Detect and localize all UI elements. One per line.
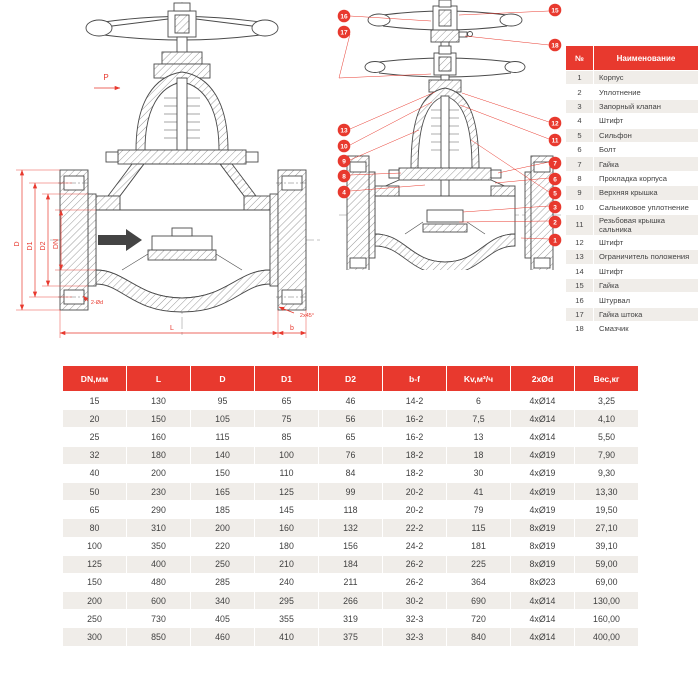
- table-cell: 27,10: [575, 519, 638, 536]
- table-cell: Штурвал: [594, 293, 698, 306]
- table-cell: Штифт: [594, 114, 698, 127]
- dim-b-label: b: [290, 325, 294, 332]
- table-row: [566, 236, 698, 249]
- table-cell: 6: [566, 143, 593, 156]
- callout-badge: [338, 155, 351, 168]
- pressure-label: P: [103, 73, 109, 82]
- table-cell: 160: [127, 428, 190, 445]
- table-row: [63, 556, 638, 573]
- table-cell: 460: [191, 628, 254, 645]
- callout-badge: [338, 124, 351, 137]
- table-cell: 39,10: [575, 538, 638, 555]
- bolt-holes-label: 2-Ød: [90, 300, 104, 306]
- table-cell: 75: [255, 410, 318, 427]
- table-cell: 26-2: [383, 556, 446, 573]
- table-cell: 30: [447, 465, 510, 482]
- table-cell: Сальниковое уплотнение: [594, 201, 698, 214]
- table-row: [566, 172, 698, 185]
- table-cell: Гайка штока: [594, 308, 698, 321]
- table-cell: 200: [63, 592, 126, 609]
- table-cell: 4xØ14: [511, 428, 574, 445]
- table-cell: 4xØ14: [511, 592, 574, 609]
- table-cell: 4xØ19: [511, 483, 574, 500]
- right-flange: [276, 170, 308, 310]
- table-cell: 150: [191, 465, 254, 482]
- table-row: [63, 392, 638, 409]
- table-cell: 20: [63, 410, 126, 427]
- table-cell: 3,25: [575, 392, 638, 409]
- callout-badge: [549, 39, 562, 52]
- table-cell: 24-2: [383, 538, 446, 555]
- table-cell: 4xØ14: [511, 410, 574, 427]
- table-cell: 4xØ19: [511, 447, 574, 464]
- table-row: [566, 293, 698, 306]
- table-cell: 59,00: [575, 556, 638, 573]
- table-cell: 20-2: [383, 483, 446, 500]
- table-row: [63, 465, 638, 482]
- table-row: [63, 538, 638, 555]
- callout-badge: [549, 4, 562, 17]
- table-cell: Уплотнение: [594, 85, 698, 98]
- table-cell: 46: [319, 392, 382, 409]
- dim-D-label: D: [14, 241, 21, 247]
- table-cell: 310: [127, 519, 190, 536]
- table-cell: 18-2: [383, 447, 446, 464]
- table-cell: 300: [63, 628, 126, 645]
- table-cell: 13,30: [575, 483, 638, 500]
- table-cell: Болт: [594, 143, 698, 156]
- svg-text:5: 5: [553, 190, 557, 198]
- table-cell: 410: [255, 628, 318, 645]
- table-cell: 730: [127, 610, 190, 627]
- table-cell: 11: [566, 215, 593, 235]
- handwheel: [86, 3, 278, 40]
- table-cell: 95: [191, 392, 254, 409]
- table-cell: 184: [319, 556, 382, 573]
- table-row: [63, 501, 638, 518]
- table-cell: 26-2: [383, 574, 446, 591]
- callout-badge: [338, 26, 351, 39]
- table-cell: 211: [319, 574, 382, 591]
- table-cell: 105: [191, 410, 254, 427]
- table-cell: 1: [566, 71, 593, 84]
- table-row: [63, 428, 638, 445]
- table-cell: 130: [127, 392, 190, 409]
- table-cell: 13: [447, 428, 510, 445]
- svg-text:11: 11: [551, 137, 559, 145]
- table-row: [566, 100, 698, 113]
- table-cell: 150: [127, 410, 190, 427]
- table-cell: 319: [319, 610, 382, 627]
- table-cell: 185: [191, 501, 254, 518]
- table-cell: 8xØ19: [511, 556, 574, 573]
- table-cell: 18: [447, 447, 510, 464]
- table-cell: 375: [319, 628, 382, 645]
- table-cell: 4xØ14: [511, 392, 574, 409]
- svg-text:4: 4: [342, 189, 346, 197]
- svg-text:13: 13: [340, 127, 348, 135]
- table-cell: Гайка: [594, 157, 698, 170]
- table-cell: 8xØ19: [511, 538, 574, 555]
- table-cell: 8xØ19: [511, 519, 574, 536]
- callout-badge: [549, 157, 562, 170]
- table-cell: 200: [127, 465, 190, 482]
- table-cell: 250: [191, 556, 254, 573]
- table-cell: 32-3: [383, 628, 446, 645]
- callout-badge: [338, 170, 351, 183]
- chamfer-label: 2x45°: [299, 313, 315, 319]
- table-cell: 65: [319, 428, 382, 445]
- table-cell: 30-2: [383, 592, 446, 609]
- table-row: [566, 250, 698, 263]
- table-cell: 125: [255, 483, 318, 500]
- table-cell: Резьбовая крышка сальника: [594, 215, 698, 235]
- table-cell: Прокладка корпуса: [594, 172, 698, 185]
- table-row: [63, 610, 638, 627]
- svg-text:8: 8: [342, 173, 346, 181]
- table-cell: Смазчик: [594, 322, 698, 335]
- table-cell: 32: [63, 447, 126, 464]
- table-row: [566, 201, 698, 214]
- table-cell: 69,00: [575, 574, 638, 591]
- table-row: [63, 628, 638, 645]
- table-cell: Штифт: [594, 236, 698, 249]
- table-cell: 9,30: [575, 465, 638, 482]
- table-cell: 32-3: [383, 610, 446, 627]
- table-cell: Корпус: [594, 71, 698, 84]
- table-cell: 295: [255, 592, 318, 609]
- table-cell: Запорный клапан: [594, 100, 698, 113]
- dim-D2-label: D2: [40, 241, 47, 251]
- table-row: [566, 129, 698, 142]
- table-cell: 7: [566, 157, 593, 170]
- callout-badge: [549, 134, 562, 147]
- valve-line-art: [347, 0, 553, 270]
- table-cell: 5,50: [575, 428, 638, 445]
- table-cell: 40: [63, 465, 126, 482]
- table-cell: 250: [63, 610, 126, 627]
- table-cell: 80: [63, 519, 126, 536]
- table-cell: Сильфон: [594, 129, 698, 142]
- table-cell: 8: [566, 172, 593, 185]
- table-row: [566, 322, 698, 335]
- table-row: [63, 592, 638, 609]
- table-row: [63, 447, 638, 464]
- table-row: [566, 157, 698, 170]
- dimensioned-valve-drawing: [2, 2, 335, 354]
- table-cell: 7,5: [447, 410, 510, 427]
- table-cell: 140: [191, 447, 254, 464]
- svg-text:9: 9: [342, 158, 346, 166]
- column-header: №: [566, 46, 593, 70]
- table-cell: 84: [319, 465, 382, 482]
- table-cell: 145: [255, 501, 318, 518]
- table-cell: 400: [127, 556, 190, 573]
- svg-text:7: 7: [553, 160, 557, 168]
- table-cell: 125: [63, 556, 126, 573]
- table-row: [63, 410, 638, 427]
- table-cell: 76: [319, 447, 382, 464]
- callout-badge: [549, 117, 562, 130]
- table-cell: 15: [566, 279, 593, 292]
- gland-nut: [162, 52, 202, 64]
- table-cell: 15: [63, 392, 126, 409]
- valve-cross-section: [58, 3, 308, 312]
- table-cell: 115: [191, 428, 254, 445]
- table-cell: 180: [127, 447, 190, 464]
- table-cell: 130,00: [575, 592, 638, 609]
- table-cell: 4xØ14: [511, 610, 574, 627]
- svg-text:3: 3: [553, 204, 557, 212]
- table-cell: 290: [127, 501, 190, 518]
- table-cell: 12: [566, 236, 593, 249]
- column-header: 2xØd: [511, 366, 574, 391]
- table-cell: 132: [319, 519, 382, 536]
- table-cell: 180: [255, 538, 318, 555]
- table-row: [566, 143, 698, 156]
- table-row: [566, 186, 698, 199]
- table-cell: 20-2: [383, 501, 446, 518]
- svg-text:1: 1: [553, 237, 557, 245]
- table-cell: 100: [255, 447, 318, 464]
- table-row: [63, 519, 638, 536]
- svg-text:16: 16: [340, 13, 348, 21]
- table-cell: 4: [566, 114, 593, 127]
- callout-badge: [549, 173, 562, 186]
- table-cell: 355: [255, 610, 318, 627]
- table-cell: 240: [255, 574, 318, 591]
- table-cell: 16: [566, 293, 593, 306]
- svg-text:6: 6: [553, 176, 557, 184]
- table-cell: 225: [447, 556, 510, 573]
- table-cell: 5: [566, 129, 593, 142]
- table-cell: 25: [63, 428, 126, 445]
- table-cell: 266: [319, 592, 382, 609]
- column-header: Kv,м³/ч: [447, 366, 510, 391]
- table-cell: 14-2: [383, 392, 446, 409]
- table-cell: 156: [319, 538, 382, 555]
- svg-text:2: 2: [553, 219, 557, 227]
- column-header: Наименование: [594, 46, 698, 70]
- table-row: [566, 215, 698, 235]
- dim-L-label: L: [170, 325, 174, 332]
- table-cell: 19,50: [575, 501, 638, 518]
- table-cell: 9: [566, 186, 593, 199]
- table-cell: 340: [191, 592, 254, 609]
- parts-list-table: [565, 45, 699, 337]
- table-row: [63, 574, 638, 591]
- table-cell: 18-2: [383, 465, 446, 482]
- table-cell: 150: [63, 574, 126, 591]
- table-cell: 3: [566, 100, 593, 113]
- table-cell: 115: [447, 519, 510, 536]
- left-flange: [58, 170, 90, 310]
- table-cell: 22-2: [383, 519, 446, 536]
- table-cell: 4,10: [575, 410, 638, 427]
- table-cell: 8xØ23: [511, 574, 574, 591]
- table-cell: 405: [191, 610, 254, 627]
- table-row: [566, 279, 698, 292]
- table-cell: 2: [566, 85, 593, 98]
- table-cell: 65: [255, 392, 318, 409]
- column-header: Вес,кг: [575, 366, 638, 391]
- dim-D1-label: D1: [27, 241, 34, 251]
- table-row: [566, 308, 698, 321]
- table-cell: 181: [447, 538, 510, 555]
- table-cell: 10: [566, 201, 593, 214]
- callout-valve-drawing: [335, 0, 565, 270]
- dim-DN-label: DN: [53, 238, 60, 250]
- table-cell: 400,00: [575, 628, 638, 645]
- callout-badge: [549, 201, 562, 214]
- column-header: b-f: [383, 366, 446, 391]
- table-cell: 160: [255, 519, 318, 536]
- column-header: D: [191, 366, 254, 391]
- svg-text:15: 15: [551, 7, 559, 15]
- svg-text:18: 18: [551, 42, 559, 50]
- table-cell: 100: [63, 538, 126, 555]
- table-cell: 50: [63, 483, 126, 500]
- table-cell: 200: [191, 519, 254, 536]
- table-cell: 850: [127, 628, 190, 645]
- table-cell: Верхняя крышка: [594, 186, 698, 199]
- table-cell: 56: [319, 410, 382, 427]
- callout-badge: [338, 10, 351, 23]
- table-cell: 4xØ19: [511, 465, 574, 482]
- table-cell: Гайка: [594, 279, 698, 292]
- table-cell: 41: [447, 483, 510, 500]
- table-cell: 230: [127, 483, 190, 500]
- table-cell: 17: [566, 308, 593, 321]
- table-cell: 600: [127, 592, 190, 609]
- table-cell: 16-2: [383, 428, 446, 445]
- table-cell: 690: [447, 592, 510, 609]
- table-cell: 13: [566, 250, 593, 263]
- column-header: DN,мм: [63, 366, 126, 391]
- table-cell: Штифт: [594, 265, 698, 278]
- callout-badge: [549, 216, 562, 229]
- callout-badge: [338, 186, 351, 199]
- callout-badge: [338, 140, 351, 153]
- table-cell: 165: [191, 483, 254, 500]
- table-row: [63, 483, 638, 500]
- table-cell: 210: [255, 556, 318, 573]
- table-cell: 220: [191, 538, 254, 555]
- table-cell: 79: [447, 501, 510, 518]
- callout-badge: [549, 234, 562, 247]
- table-row: [566, 71, 698, 84]
- table-cell: 118: [319, 501, 382, 518]
- table-row: [566, 265, 698, 278]
- table-cell: 14: [566, 265, 593, 278]
- table-cell: Ограничитель положения: [594, 250, 698, 263]
- dimensions-table: [62, 365, 639, 647]
- table-row: [566, 85, 698, 98]
- table-cell: 16-2: [383, 410, 446, 427]
- table-cell: 85: [255, 428, 318, 445]
- table-cell: 720: [447, 610, 510, 627]
- table-cell: 99: [319, 483, 382, 500]
- table-cell: 110: [255, 465, 318, 482]
- column-header: D1: [255, 366, 318, 391]
- table-cell: 4xØ19: [511, 501, 574, 518]
- table-cell: 840: [447, 628, 510, 645]
- callout-badge: [549, 187, 562, 200]
- table-cell: 6: [447, 392, 510, 409]
- table-cell: 480: [127, 574, 190, 591]
- main-valve: [347, 46, 553, 270]
- table-cell: 65: [63, 501, 126, 518]
- table-cell: 364: [447, 574, 510, 591]
- svg-text:12: 12: [551, 120, 559, 128]
- column-header: L: [127, 366, 190, 391]
- svg-text:17: 17: [340, 29, 348, 37]
- table-cell: 160,00: [575, 610, 638, 627]
- table-cell: 7,90: [575, 447, 638, 464]
- table-cell: 4xØ14: [511, 628, 574, 645]
- svg-text:10: 10: [340, 143, 348, 151]
- table-row: [566, 114, 698, 127]
- table-cell: 285: [191, 574, 254, 591]
- column-header: D2: [319, 366, 382, 391]
- table-cell: 18: [566, 322, 593, 335]
- table-cell: 350: [127, 538, 190, 555]
